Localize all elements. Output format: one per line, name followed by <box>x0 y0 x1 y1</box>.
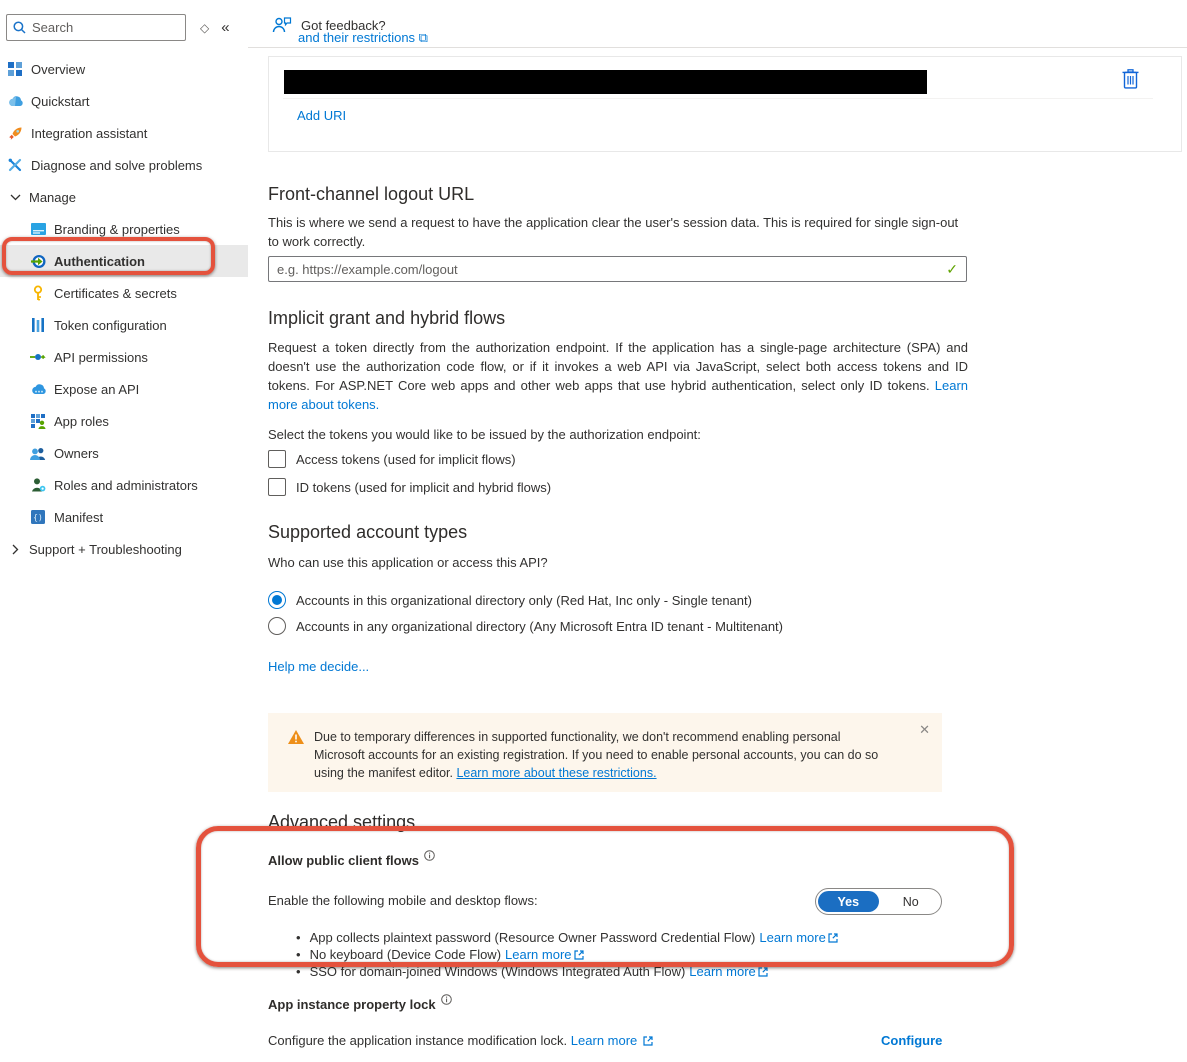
manifest-icon <box>30 509 46 525</box>
sidebar-item-manifest[interactable] <box>0 501 248 533</box>
sidebar-item-branding[interactable] <box>0 213 248 245</box>
bullet-device-code <box>296 946 838 963</box>
id-tokens-row <box>268 477 551 497</box>
owners-people-icon <box>30 445 46 461</box>
access-tokens-label: Access tokens (used for implicit flows) <box>296 451 516 467</box>
learn-more-ropc-link[interactable]: Learn more <box>759 930 826 945</box>
logout-url-input[interactable] <box>269 262 946 277</box>
bullet-text: No keyboard (Device Code Flow) <box>309 947 502 962</box>
learn-more-app-lock-link[interactable]: Learn more <box>570 1033 638 1048</box>
sidebar-item-token-configuration[interactable] <box>0 309 248 341</box>
multitenant-radio[interactable] <box>268 617 286 635</box>
id-tokens-checkbox[interactable] <box>268 478 286 496</box>
sidebar-item-api-permissions[interactable] <box>0 341 248 373</box>
flow-bullet-list <box>296 929 838 980</box>
sidebar-item-expose-api[interactable] <box>0 373 248 405</box>
redirect-uris-clipped-link[interactable]: and their restrictions ⧉ <box>298 30 428 45</box>
learn-more-device-link[interactable]: Learn more <box>505 947 572 962</box>
single-tenant-label: Accounts in this organizational directory only (Red Hat, Inc only - Single tenant) <box>296 592 752 608</box>
single-tenant-radio[interactable] <box>268 591 286 609</box>
external-link-icon <box>574 948 584 963</box>
search-input-wrapper[interactable] <box>6 14 186 41</box>
roles-admin-icon <box>30 477 46 493</box>
sidebar <box>0 0 248 1062</box>
app-lock-description-row <box>268 1033 653 1048</box>
warning-text-body: Due to temporary differences in supported functionality, we don't recommend enabling personal Microsoft accounts for an existing registration. If you need to enable personal accounts, you can do so using the manifest editor. <box>314 730 879 780</box>
branding-card-icon <box>30 221 46 237</box>
sidebar-item-label: Roles and administrators <box>54 477 198 493</box>
select-tokens-label: Select the tokens you would like to be issued by the authorization endpoint: <box>268 427 701 442</box>
sidebar-item-label: Manifest <box>54 509 104 525</box>
redacted-uri-value[interactable] <box>284 70 927 94</box>
bullet-text: SSO for domain-joined Windows (Windows Integrated Auth Flow) <box>309 964 686 979</box>
external-link-icon <box>643 1034 653 1049</box>
collapse-sidebar-icon[interactable]: « <box>221 19 230 36</box>
warning-icon <box>288 730 304 747</box>
learn-more-tokens-link[interactable]: Learn more about tokens. <box>268 378 968 412</box>
bullet-text: App collects plaintext password (Resource Owner Password Credential Flow) <box>309 930 756 945</box>
bullet-ropc <box>296 929 838 946</box>
sidebar-item-integration-assistant[interactable] <box>0 117 248 149</box>
logout-url-input-wrapper <box>268 256 967 282</box>
app-lock-label-text: App instance property lock <box>268 997 436 1012</box>
sidebar-item-owners[interactable] <box>0 437 248 469</box>
sidebar-group-label: Support + Troubleshooting <box>29 541 182 557</box>
uri-row-divider <box>283 98 1153 99</box>
warning-banner <box>268 713 942 792</box>
sidebar-item-label: Expose an API <box>54 381 140 397</box>
valid-check-icon: ✓ <box>946 260 958 277</box>
implicit-grant-heading: Implicit grant and hybrid flows <box>268 308 506 328</box>
supported-account-types-heading: Supported account types <box>268 522 468 542</box>
sidebar-item-label: Integration assistant <box>31 125 148 141</box>
key-icon <box>30 285 46 301</box>
sidebar-item-label: Overview <box>31 61 86 77</box>
front-channel-heading: Front-channel logout URL <box>268 184 475 204</box>
sidebar-item-label: Authentication <box>54 253 145 269</box>
sidebar-item-app-roles[interactable] <box>0 405 248 437</box>
sidebar-item-label: Owners <box>54 445 99 461</box>
who-can-use-label: Who can use this application or access this API? <box>268 555 548 570</box>
sidebar-item-label: Certificates & secrets <box>54 285 177 301</box>
svg-text:{): {) <box>33 513 43 522</box>
public-client-flows-toggle[interactable] <box>815 888 942 915</box>
rocket-icon <box>7 125 23 141</box>
delete-uri-icon[interactable] <box>1122 69 1139 92</box>
sidebar-item-overview[interactable] <box>0 53 248 85</box>
sidebar-item-label: App roles <box>54 413 109 429</box>
wrench-tools-icon <box>7 157 23 173</box>
enable-flows-label: Enable the following mobile and desktop flows: <box>268 893 538 908</box>
authentication-icon <box>30 253 46 269</box>
sidebar-item-label: API permissions <box>54 349 148 365</box>
allow-label-text: Allow public client flows <box>268 853 419 868</box>
access-tokens-row <box>268 449 516 469</box>
cloud-api-icon <box>30 381 46 397</box>
chevron-right-icon <box>9 543 21 555</box>
sidebar-item-label: Quickstart <box>31 93 90 109</box>
sidebar-item-label: Diagnose and solve problems <box>31 157 203 173</box>
sidebar-item-roles-admins[interactable] <box>0 469 248 501</box>
bullet-sso-windows <box>296 963 838 980</box>
access-tokens-checkbox[interactable] <box>268 450 286 468</box>
sidebar-item-label: Token configuration <box>54 317 167 333</box>
external-link-icon <box>758 965 768 980</box>
toggle-no[interactable]: No <box>902 894 919 909</box>
sidebar-group-support[interactable] <box>0 533 248 565</box>
configure-button[interactable]: Configure <box>881 1033 943 1048</box>
id-tokens-label: ID tokens (used for implicit and hybrid flows) <box>296 479 552 495</box>
front-channel-description: This is where we send a request to have the application clear the user's session data. This is required for single sign-out to work correctly. <box>268 215 959 249</box>
api-permissions-icon <box>30 349 46 365</box>
app-instance-lock-label <box>268 997 452 1012</box>
close-icon[interactable]: ✕ <box>919 722 930 737</box>
bullet-dot: • <box>296 964 301 979</box>
token-bars-icon <box>30 317 46 333</box>
learn-more-sso-link[interactable]: Learn more <box>689 964 756 979</box>
command-bar-divider <box>248 47 1187 48</box>
help-me-decide-link[interactable]: Help me decide... <box>268 659 370 674</box>
warning-text <box>314 728 886 782</box>
app-lock-description: Configure the application instance modification lock. <box>268 1033 571 1048</box>
implicit-description-text: Request a token directly from the authorization endpoint. If the application has a single-page architecture (SPA) and doesn't use the authorization code flow, or if it invokes a web API via JavaScript, select both access tokens and ID tokens. For ASP.NET Core web apps and other web apps that use hybrid authentication, select only ID tokens. <box>268 340 968 393</box>
sidebar-group-label: Manage <box>29 189 76 205</box>
chevron-down-icon <box>9 191 21 203</box>
search-icon <box>13 21 26 34</box>
info-icon[interactable] <box>441 993 452 1008</box>
toggle-yes[interactable]: Yes <box>818 891 879 912</box>
sidebar-item-certificates[interactable] <box>0 277 248 309</box>
bullet-dot: • <box>296 947 301 962</box>
add-uri-link[interactable]: Add URI <box>297 108 347 123</box>
overview-grid-icon <box>7 61 23 77</box>
implicit-grant-description <box>268 338 968 414</box>
multitenant-label: Accounts in any organizational directory (Any Microsoft Entra ID tenant - Multitenant) <box>296 618 783 634</box>
external-link-icon <box>828 931 838 946</box>
sidebar-item-label: Branding & properties <box>54 221 180 237</box>
advanced-settings-heading: Advanced settings <box>268 812 416 832</box>
warning-restrictions-link[interactable]: Learn more about these restrictions. <box>456 766 657 780</box>
info-icon[interactable] <box>424 849 435 864</box>
allow-public-client-flows-label <box>268 853 435 868</box>
sidebar-search-row <box>0 0 248 47</box>
search-input[interactable] <box>32 20 179 35</box>
sidebar-nav <box>0 53 248 565</box>
redirect-uri-panel <box>268 56 1182 152</box>
feedback-person-icon <box>272 16 292 34</box>
sidebar-item-diagnose[interactable] <box>0 149 248 181</box>
bullet-dot: • <box>296 930 301 945</box>
diamond-icon[interactable]: ◇ <box>200 20 210 35</box>
sidebar-group-manage[interactable] <box>0 181 248 213</box>
got-feedback-label: Got feedback? <box>301 17 386 33</box>
app-roles-icon <box>30 413 46 429</box>
single-tenant-row <box>268 590 752 610</box>
sidebar-item-authentication[interactable] <box>0 245 248 277</box>
multitenant-row <box>268 616 783 636</box>
quickstart-cloud-icon <box>7 93 23 109</box>
sidebar-item-quickstart[interactable] <box>0 85 248 117</box>
